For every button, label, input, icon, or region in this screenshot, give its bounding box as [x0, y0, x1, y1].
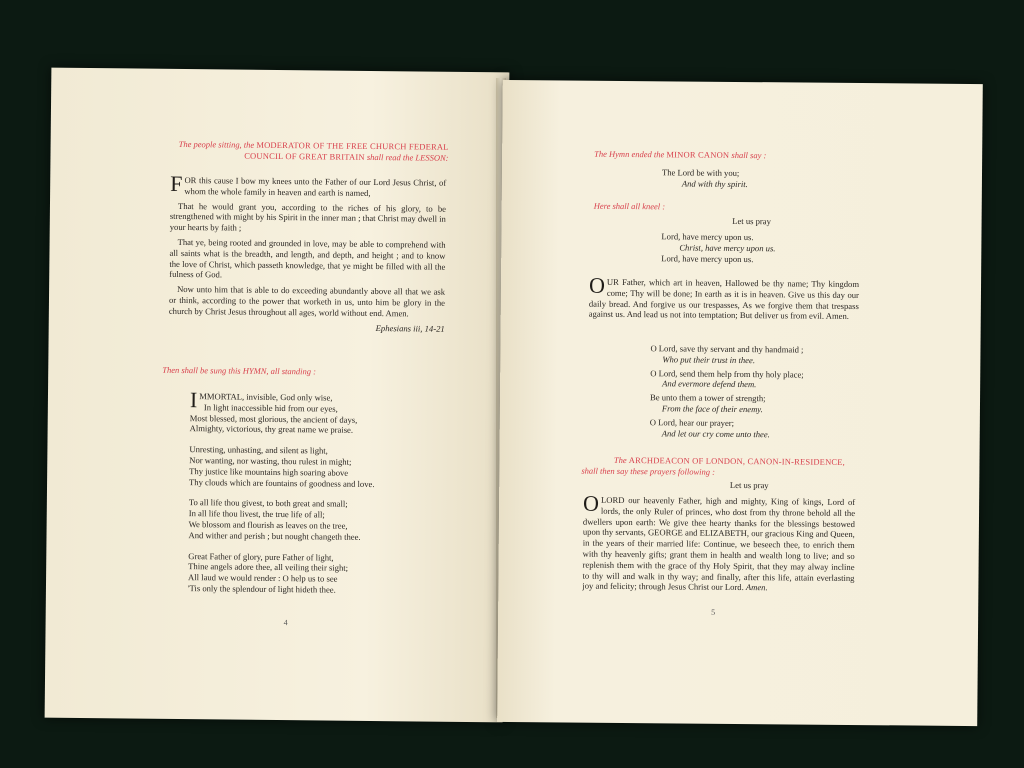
left-page	[45, 68, 510, 723]
kyrie-line: Lord, have mercy upon us.	[661, 231, 754, 243]
lesson-rubric	[168, 139, 448, 164]
hymn-line: To all life thou givest, to both great and small;	[188, 497, 348, 510]
archdeacon-rubric	[579, 455, 879, 480]
rubric-text: The Hymn ended the	[594, 148, 667, 160]
response: And let our cry come unto thee.	[661, 427, 770, 439]
lesson-text	[168, 170, 447, 334]
hymn-line: All laud we would render : O help us to see	[188, 572, 338, 584]
rubric-text: Then shall be sung this	[162, 364, 243, 376]
drop-cap: O	[588, 272, 606, 298]
amen: Amen.	[745, 582, 768, 593]
versicle-pair	[650, 343, 870, 367]
hymn-verse	[189, 387, 430, 437]
hymn-text	[187, 387, 430, 596]
let-us-pray: Let us pray	[732, 215, 771, 227]
versicle-pair	[650, 392, 870, 416]
salutation	[662, 167, 822, 190]
hymn-verse	[188, 497, 428, 543]
hymn-line: Thy justice like mountains high soaring above	[189, 465, 349, 478]
hymn-line: Nor wanting, nor wasting, thou rulest in might;	[189, 455, 352, 467]
hymn-line: Thy clouds which are fountains of goodness and love.	[189, 476, 375, 489]
rubric-caps: ARCHDEACON OF LONDON, CANON-IN-RESIDENCE,	[628, 455, 846, 467]
hymn-line: We blossom and flourish as leaves on the tree,	[188, 519, 348, 531]
response: From the face of their enemy.	[661, 403, 763, 415]
versicle-pair	[650, 368, 870, 392]
hymn-line: Unresting, unhasting, and silent as light,	[189, 444, 328, 456]
response: And evermore defend them.	[662, 378, 757, 390]
drop-cap: O	[583, 490, 600, 516]
hymn-line: Most blessed, most glorious, the ancient of days,	[189, 412, 358, 425]
versicle: Be unto them a tower of strength;	[650, 392, 766, 404]
hymn-line: Great Father of glory, pure Father of light,	[188, 550, 334, 563]
right-page	[497, 80, 983, 726]
drop-cap: F	[170, 170, 183, 196]
rubric-text: The people sitting, the	[178, 138, 257, 150]
page-number: 5	[711, 607, 716, 617]
rubric-text: shall say :	[729, 149, 767, 161]
page-number: 4	[283, 618, 288, 628]
hymn-line: And wither and perish ; but nought changeth thee.	[188, 529, 361, 542]
lesson-paragraph: OR this cause I bow my knees unto the Father of our Lord Jesus Christ, of whom the whole family in heaven and earth is named,	[184, 175, 447, 198]
hymn-line: MMORTAL, invisible, God only wise,	[199, 391, 333, 403]
hymn-verse	[188, 551, 428, 597]
kyrie	[661, 231, 861, 265]
lords-prayer	[588, 272, 860, 323]
final-prayer	[582, 490, 856, 595]
lesson-paragraph: That ye, being rooted and grounded in love, may be able to comprehend with all saints what is the breadth, and length, and depth, and height ; and to know the love of Christ, which passeth knowledge, that ye might be filled with all the fulness of God.	[169, 236, 446, 280]
hymn-rubric	[162, 365, 442, 379]
prayer-text: UR Father, which art in heaven, Hallowed be thy name; Thy kingdom come; Thy will be done; In earth as it is in heaven. Give us this day our daily bread. And forgive us our trespasses, As we forgive them that trespass against us. And lead us not into temptation; But deliver us from evil. Amen.	[588, 276, 860, 322]
lesson-paragraph: Now unto him that is able to do exceeding abundantly above all that we ask or think, according to the power that worketh in us, unto him be glory in the church by Christ Jesus throughout all ages, world without end. Amen.	[168, 284, 446, 319]
hymn-line: 'Tis only the splendour of light hideth thee.	[187, 583, 336, 595]
hymn-verse	[189, 444, 429, 490]
lesson-paragraph: That he would grant you, according to the riches of his glory, to be strengthened with might by his Spirit in the inner man ; that Christ may dwell in your hearts by faith ;	[169, 200, 447, 233]
versicle: O Lord, send them help from thy holy place;	[650, 367, 804, 380]
kyrie-line: Lord, have mercy upon us.	[661, 252, 754, 264]
rubric-caps: MODERATOR OF THE FREE CHURCH FEDERAL COUNCIL OF GREAT BRITAIN	[244, 139, 449, 162]
canon-rubric	[594, 149, 894, 163]
versicle: The Lord be with you;	[661, 167, 740, 178]
scripture-reference: Ephesians iii, 14-21	[375, 322, 445, 334]
rubric-hymn: HYMN,	[242, 365, 269, 376]
rubric-text: shall then say these prayers following :	[581, 465, 716, 477]
drop-cap: I	[189, 387, 198, 413]
response: Who put their trust in thee.	[662, 354, 756, 365]
versicle-pair	[650, 417, 870, 441]
versicle: O Lord, hear our prayer;	[649, 416, 735, 428]
versicles	[650, 343, 871, 440]
hymn-line: In all life thou livest, the true life of all;	[188, 508, 325, 520]
hymn-line: Almighty, victorious, thy great name we praise.	[189, 423, 354, 436]
response: And with thy spirit.	[681, 178, 748, 189]
rubric-caps: MINOR CANON	[666, 149, 730, 160]
kneel-rubric: Here shall all kneel :	[593, 200, 666, 212]
rubric-text: shall read the	[364, 151, 416, 163]
rubric-lesson: LESSON:	[415, 152, 449, 163]
rubric-text: all standing :	[268, 365, 317, 377]
kyrie-line: Christ, have mercy upon us.	[679, 242, 776, 254]
hymn-line: In light inaccessible hid from our eyes,	[203, 402, 338, 414]
versicle: O Lord, save thy servant and thy handmaid ;	[650, 343, 804, 355]
prayer-text: LORD our heavenly Father, high and mighty, King of kings, Lord of lords, the only Ruler of princes, who dost from thy throne behold all the dwellers upon earth: We give thee hearty thanks for the blessings bestowed upon thy servants, GEORGE and ELIZABETH, our gracious King and Queen, in the years of their married life: Continue, we beseech thee, to enrich them with thy heavenly gifts; grant them in health and wealth long to live; and so replenish them with the grace of thy Holy Spirit, that they may alway incline to thy will and walk in thy way; and finally, after this life, attain everlasting joy and felicity; through Jesus Christ our Lord.	[582, 494, 856, 593]
hymn-line: Thine angels adore thee, all veiling their sight;	[188, 561, 349, 574]
rubric-text: The	[613, 454, 629, 466]
let-us-pray: Let us pray	[729, 479, 769, 491]
